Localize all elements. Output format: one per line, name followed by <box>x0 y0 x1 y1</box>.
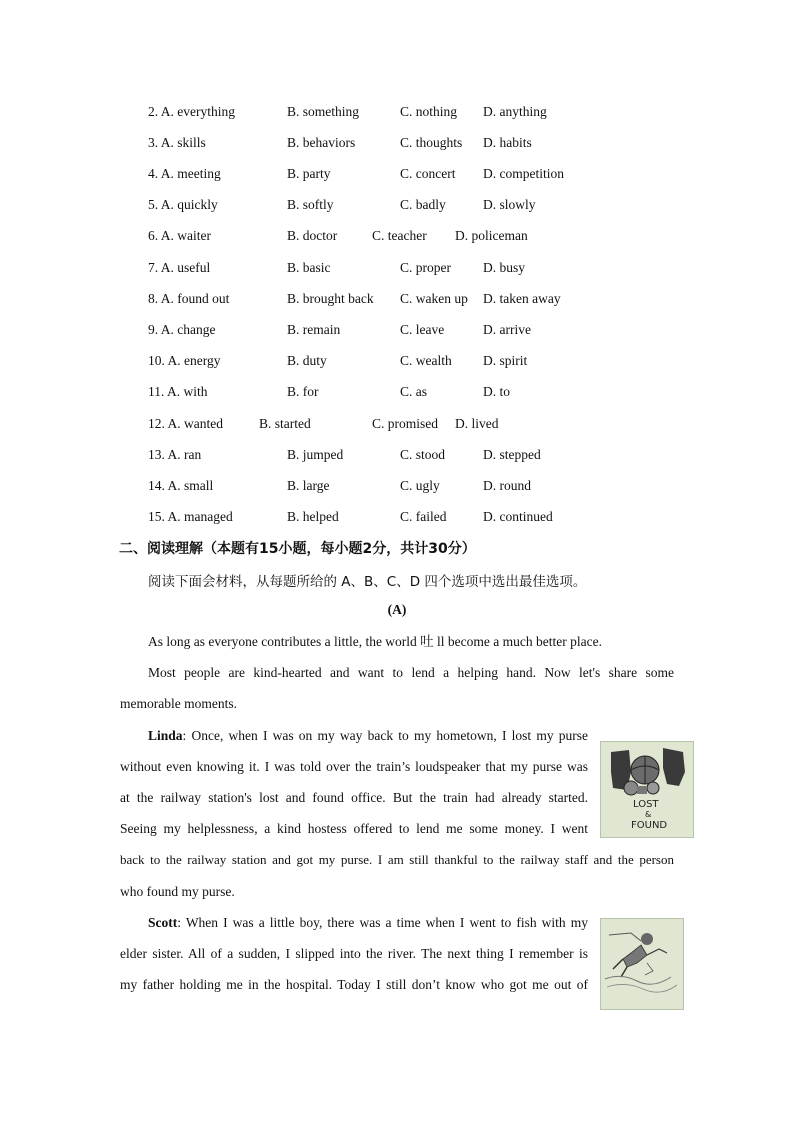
scott-line2: elder sister. All of a sudden, I slipped into the river. The next thing I remember is <box>120 946 588 961</box>
option-a: 3. A. skills <box>148 135 206 150</box>
scott-name: Scott <box>148 915 178 930</box>
option-c: C. leave <box>400 322 445 337</box>
option-c: C. proper <box>400 260 451 275</box>
option-c: C. teacher <box>372 228 427 243</box>
option-b: B. started <box>259 416 311 431</box>
option-c: C. concert <box>400 166 456 181</box>
option-row <box>0 226 794 246</box>
boy-falling-drawing <box>601 919 683 1009</box>
option-a: 11. A. with <box>148 384 208 399</box>
option-c: C. badly <box>400 197 446 212</box>
option-row <box>0 133 794 153</box>
amp-text: & <box>645 810 652 819</box>
option-c: C. ugly <box>400 478 440 493</box>
scott-line3: my father holding me in the hospital. Today I still don’t know who got me out of <box>120 977 588 992</box>
option-b: B. remain <box>287 322 341 337</box>
option-d: D. busy <box>483 260 526 275</box>
passage-label: (A) <box>387 602 407 617</box>
section-instruction: 阅读下面会材料，从每题所给的 A、B、C、D 四个选项中选出最佳选项。 <box>148 574 587 590</box>
option-a: 10. A. energy <box>148 353 221 368</box>
linda-line1 <box>148 726 588 746</box>
passage-intro-line3: memorable moments. <box>120 696 237 711</box>
option-c: C. waken up <box>400 291 468 306</box>
section-title: 二、阅读理解（本题有15小题，每小题2分，共计30分） <box>119 541 476 557</box>
option-c: C. promised <box>372 416 438 431</box>
option-d: D. arrive <box>483 322 531 337</box>
option-row <box>0 414 794 434</box>
linda-text1: : Once, when I was on my way back to my hometown, I lost my purse <box>182 728 588 743</box>
option-d: D. stepped <box>483 447 541 462</box>
option-a: 5. A. quickly <box>148 197 218 212</box>
option-a: 9. A. change <box>148 322 216 337</box>
option-a: 12. A. wanted <box>148 416 223 431</box>
option-b: B. brought back <box>287 291 374 306</box>
option-c: C. wealth <box>400 353 452 368</box>
option-row <box>0 164 794 184</box>
option-a: 8. A. found out <box>148 291 230 306</box>
option-b: B. large <box>287 478 330 493</box>
option-a: 7. A. useful <box>148 260 211 275</box>
option-c: C. thoughts <box>400 135 463 150</box>
option-b: B. duty <box>287 353 327 368</box>
linda-line2: without even knowing it. I was told over the train’s loudspeaker that my purse was <box>120 759 588 774</box>
option-b: B. behaviors <box>287 135 356 150</box>
option-d: D. competition <box>483 166 564 181</box>
option-b: B. basic <box>287 260 331 275</box>
option-a: 4. A. meeting <box>148 166 221 181</box>
option-row <box>0 507 794 527</box>
option-d: D. slowly <box>483 197 536 212</box>
option-row <box>0 195 794 215</box>
option-row <box>0 351 794 371</box>
option-row <box>0 289 794 309</box>
option-a: 15. A. managed <box>148 509 233 524</box>
option-c: C. stood <box>400 447 446 462</box>
option-row <box>0 102 794 122</box>
found-text: FOUND <box>631 820 668 831</box>
linda-line3: at the railway station's lost and found office. But the train had already started. <box>120 790 588 805</box>
option-d: D. continued <box>483 509 553 524</box>
option-row <box>0 445 794 465</box>
option-b: B. softly <box>287 197 334 212</box>
linda-name: Linda <box>148 728 183 743</box>
option-d: D. habits <box>483 135 532 150</box>
boy-falling-image <box>600 918 684 1010</box>
option-a: 6. A. waiter <box>148 228 211 243</box>
option-d: D. lived <box>455 416 499 431</box>
option-row <box>0 476 794 496</box>
option-d: D. taken away <box>483 291 561 306</box>
scott-text1: : When I was a little boy, there was a time when I went to fish with my <box>177 915 588 930</box>
option-d: D. policeman <box>455 228 528 243</box>
option-c: C. as <box>400 384 427 399</box>
option-row <box>0 320 794 340</box>
option-c: C. failed <box>400 509 447 524</box>
option-row <box>0 382 794 402</box>
lost-and-found-image <box>600 741 694 838</box>
option-d: D. anything <box>483 104 547 119</box>
option-a: 2. A. everything <box>148 104 235 119</box>
option-a: 13. A. ran <box>148 447 202 462</box>
passage-intro-line1: As long as everyone contributes a little, the world 吐 ll become a much better place. <box>148 634 602 649</box>
linda-line4: Seeing my helplessness, a kind hostess offered to lend me some money. I went <box>120 821 588 836</box>
option-row <box>0 258 794 278</box>
option-a: 14. A. small <box>148 478 214 493</box>
lost-and-found-drawing <box>601 742 693 837</box>
option-b: B. for <box>287 384 319 399</box>
option-b: B. something <box>287 104 360 119</box>
option-d: D. round <box>483 478 531 493</box>
lost-text: LOST <box>633 799 659 810</box>
option-b: B. jumped <box>287 447 344 462</box>
linda-line5: back to the railway station and got my purse. I am still thankful to the railway staff and the person <box>120 852 674 867</box>
passage-intro-line2: Most people are kind-hearted and want to lend a helping hand. Now let's share some <box>148 665 674 680</box>
option-b: B. helped <box>287 509 339 524</box>
option-d: D. spirit <box>483 353 528 368</box>
linda-line6: who found my purse. <box>120 884 235 899</box>
option-c: C. nothing <box>400 104 458 119</box>
option-b: B. party <box>287 166 331 181</box>
scott-line1 <box>148 913 588 933</box>
option-b: B. doctor <box>287 228 338 243</box>
option-d: D. to <box>483 384 510 399</box>
